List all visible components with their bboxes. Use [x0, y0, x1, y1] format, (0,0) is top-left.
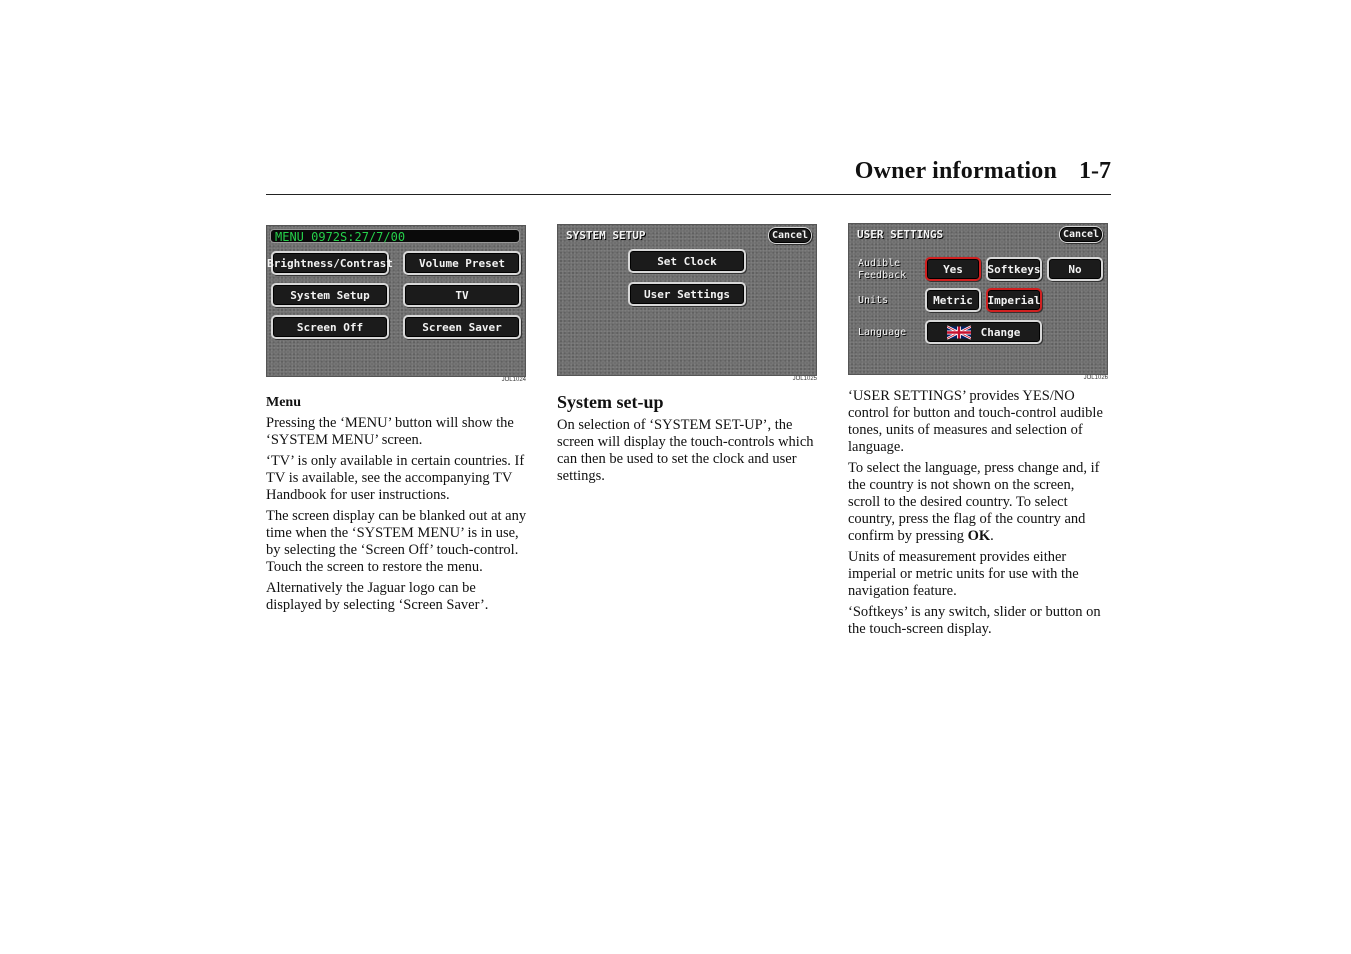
page-number: 1-7: [1079, 158, 1111, 184]
set-clock-button: Set Clock: [628, 249, 746, 273]
menu-status-bar: MENU 0972S:27/7/00: [270, 229, 520, 243]
cancel-button: Cancel: [768, 227, 812, 244]
user-settings-screen-image: [848, 223, 1108, 375]
column-menu: [266, 222, 528, 618]
units-paragraph: Units of measurement provides either imperial or metric units for use with the navigation feature.: [848, 549, 1079, 599]
system-setup-button: System Setup: [271, 283, 389, 307]
menu-paragraph: Pressing the ‘MENU’ button will show the ‘SYSTEM MENU’ screen.: [266, 415, 514, 448]
change-label: Change: [980, 325, 1021, 339]
image-code: JOL1026: [1083, 375, 1108, 381]
page-title: Owner information: [854, 158, 1057, 184]
column-system-setup: [557, 222, 819, 489]
softkeys-button: Softkeys: [986, 257, 1042, 281]
union-jack-icon: [947, 325, 971, 340]
units-label: Units: [858, 295, 889, 306]
volume-preset-button: Volume Preset: [403, 251, 521, 275]
feedback-label: Feedback: [858, 270, 907, 281]
system-setup-screen-image: [557, 224, 817, 376]
metric-button: Metric: [925, 288, 981, 312]
user-settings-title: USER SETTINGS: [857, 228, 944, 241]
screen-saver-button: Screen Saver: [403, 315, 521, 339]
screen-off-button: Screen Off: [271, 315, 389, 339]
tv-button: TV: [403, 283, 521, 307]
language-label: Language: [858, 327, 907, 338]
image-code: JOL1025: [792, 376, 817, 382]
menu-screen-image: [266, 225, 526, 377]
page-header: [266, 158, 1111, 195]
system-setup-paragraph: On selection of ‘SYSTEM SET-UP’, the screen will display the touch-controls which can then be used to set the clock and user settings.: [557, 417, 814, 484]
menu-paragraph: The screen display can be blanked out at any time when the ‘SYSTEM MENU’ is in use, by selecting the ‘Screen Off’ touch-control. Touch the screen to restore the menu.: [266, 508, 527, 575]
yes-button: Yes: [925, 257, 981, 281]
softkeys-paragraph: ‘Softkeys’ is any switch, slider or button on the touch-screen display.: [848, 604, 1101, 637]
language-paragraph: [848, 460, 1110, 545]
menu-paragraph: Alternatively the Jaguar logo can be displayed by selecting ‘Screen Saver’.: [266, 580, 489, 613]
ok-text: OK: [967, 528, 991, 544]
language-text: To select the language, press change and, if the country is not shown on the screen, scroll to the desired country. To select country, press the flag of the country and confirm by pressing: [848, 460, 1100, 544]
cancel-button: Cancel: [1059, 226, 1103, 243]
column-user-settings: [848, 222, 1110, 642]
change-language-button: [925, 320, 1042, 344]
system-setup-title: SYSTEM SETUP: [566, 229, 646, 242]
user-settings-paragraph: ‘USER SETTINGS’ provides YES/NO control for button and touch-control audible tones, units of measures and selection of language.: [848, 388, 1103, 455]
imperial-button: Imperial: [986, 288, 1042, 312]
audible-label: Audible: [858, 258, 901, 269]
language-text-end: .: [990, 528, 994, 544]
menu-paragraph: ‘TV’ is only available in certain countries. If TV is available, see the accompanying TV Handbook for user instructions.: [266, 453, 525, 503]
menu-heading: Menu: [266, 395, 301, 410]
image-code: JOL1024: [501, 377, 526, 383]
no-button: No: [1047, 257, 1103, 281]
brightness-contrast-button: Brightness/Contrast: [271, 251, 389, 275]
system-setup-heading: System set-up: [557, 392, 664, 412]
user-settings-button: User Settings: [628, 282, 746, 306]
